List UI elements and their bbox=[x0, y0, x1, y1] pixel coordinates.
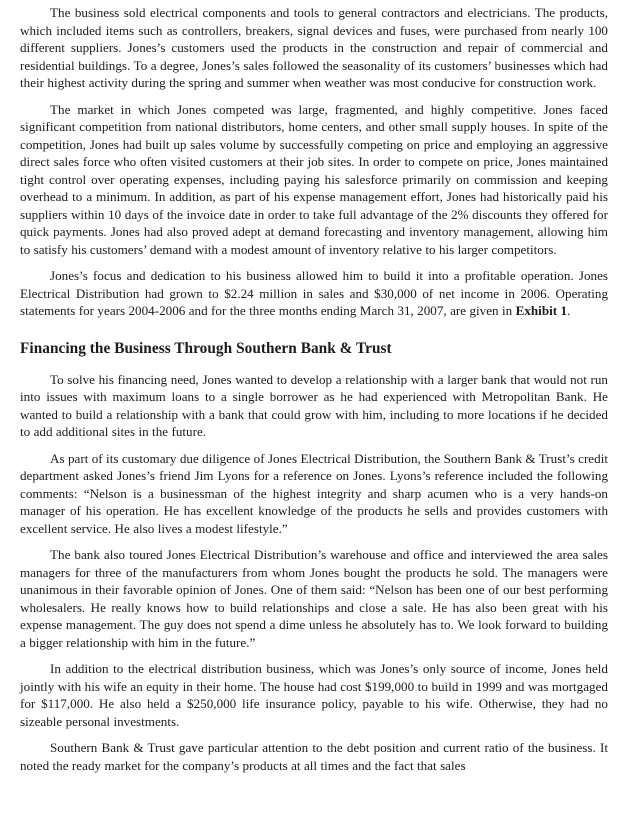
paragraph-market-competition: The market in which Jones competed was large, fragmented, and highly competitive. Jones faced significant competition from national distributors, home centers, and other small supply houses. In spite of the competition, Jones had built up sales volume by successfully competing on price and employing an aggressive direct sales force who often visited customers at their job sites. In order to compete on price, Jones maintained tight control over operating expenses, including paying his salesforce primarily on commission and keeping overhead to a minimum. In addition, as part of his expense management effort, Jones had historically paid his suppliers within 10 days of the invoice date in order to take full advantage of the 2% discounts they offered for quick payments. Jones had also proved adept at demand forecasting and inventory management, allowing him to satisfy his customers’ demand with a modest amount of inventory relative to his larger competitors. bbox=[20, 101, 608, 257]
paragraph-bank-tour-managers: The bank also toured Jones Electrical Distribution’s warehouse and office and interviewed the area sales managers for three of the manufacturers from whom Jones bought the products he sold. The managers were unanimous in their favorable opinion of Jones. One of them said: “Nelson has been one of our best performing wholesalers. He really knows how to build relationships and close a sale. He has also been great with his expense management. The guy does not spend a dime unless he absolutely has to. We look forward to building a bigger relationship with him in the future.” bbox=[20, 547, 608, 650]
paragraph-due-diligence-reference: As part of its customary due diligence of Jones Electrical Distribution, the Southern Bank & Trust’s credit department asked Jones’s friend Jim Lyons for a reference on Jones. Lyons’s reference included the following comments: “Nelson is a businessman of the highest integrity and sharp acumen who is a very hands-on manager of his operation. He has excellent knowledge of the products he sells and provides customers with excellent service. He also lives a modest lifestyle.” bbox=[20, 450, 608, 536]
paragraph-business-description: The business sold electrical components and tools to general contractors and electricians. The products, which included items such as controllers, breakers, signal devices and fuses, were purchased from nearly 100 different suppliers. Jones’s customers used the products in the construction and repair of commercial and residential buildings. To a degree, Jones’s sales followed the seasonality of its customers’ businesses which had their highest activity during the spring and summer when weather was most conducive for construction work. bbox=[20, 5, 608, 90]
paragraph-financial-summary bbox=[20, 267, 608, 320]
exhibit-1-reference: Exhibit 1 bbox=[515, 303, 568, 318]
paragraph-financial-summary-text-b: . bbox=[567, 303, 571, 318]
paragraph-personal-assets: In addition to the electrical distribution business, which was Jones’s only source of income, Jones held jointly with his wife an equity in their home. The house had cost $199,000 to build in 1999 and was mortgaged for $117,000. He also held a $250,000 life insurance policy, payable to his wife. Otherwise, they had no sizeable personal investments. bbox=[20, 661, 608, 729]
paragraph-debt-position: Southern Bank & Trust gave particular attention to the debt position and current ratio of the business. It noted the ready market for the company’s products at all times and the fact that sales bbox=[20, 740, 608, 773]
paragraph-financing-need: To solve his financing need, Jones wanted to develop a relationship with a larger bank that would not run into issues with maximum loans to a single borrower as he had experienced with Metropolitan Bank. He wanted to build a relationship with a bank that could grow with him, including to more locations if he decided to add additional sites in the future. bbox=[20, 371, 608, 439]
document-body bbox=[20, 4, 608, 774]
section-heading-financing: Financing the Business Through Southern Bank & Trust bbox=[20, 339, 392, 357]
paragraph-financial-summary-text-a: Jones’s focus and dedication to his business allowed him to build it into a profitable operation. Jones Electrical Distribution had grown to $2.24 million in sales and $30,000 of net income in 2006. Operating statements for years 2004-2006 and for the three months ending March 31, 2007, are given in bbox=[20, 268, 608, 318]
